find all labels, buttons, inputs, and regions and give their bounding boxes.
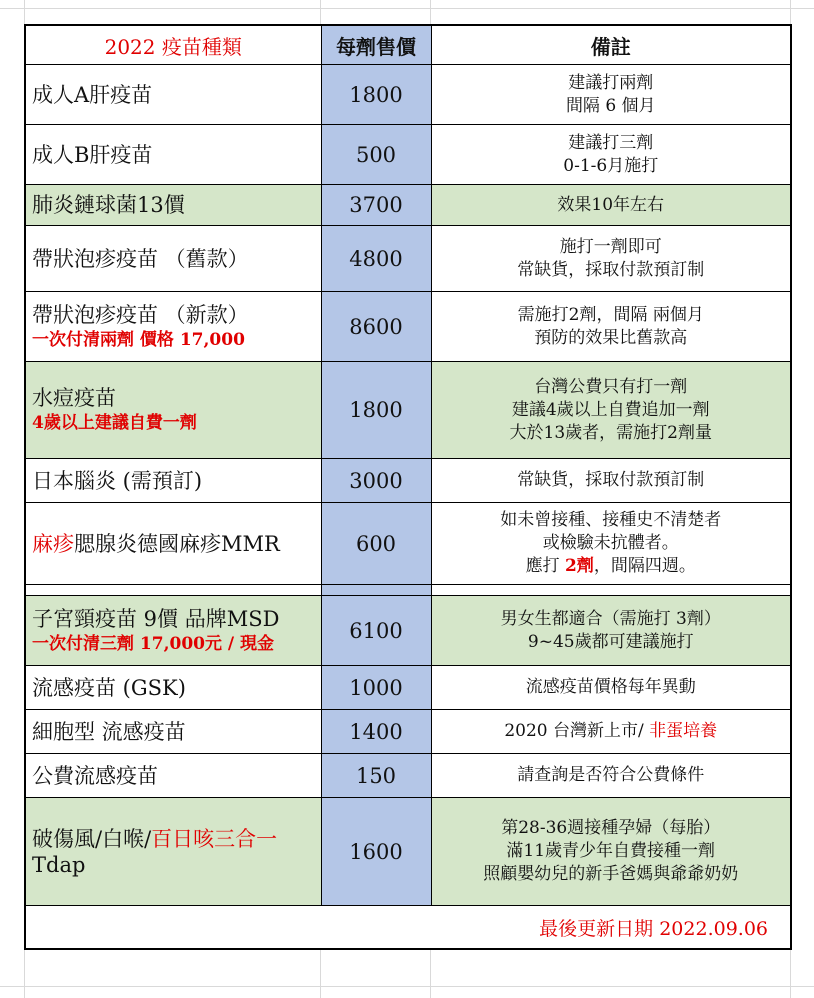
vaccine-note[interactable] xyxy=(431,754,791,798)
vaccine-sub-note: 一次付清三劑 17,000元 / 現金 xyxy=(32,633,275,654)
note-line: 或檢驗未抗體者。 xyxy=(542,533,679,553)
note-line: 9~45歲都可建議施打 xyxy=(527,631,694,652)
vaccine-note[interactable] xyxy=(431,185,791,226)
vaccine-name[interactable] xyxy=(25,362,321,459)
vaccine-price[interactable]: 1600 xyxy=(321,798,431,906)
note-line: 請查詢是否符合公費條件 xyxy=(517,765,705,785)
vaccine-price[interactable]: 4800 xyxy=(321,226,431,292)
note-line: 常缺貨，採取付款預訂制 xyxy=(517,470,705,490)
note-text: 2020 台灣新上市/ xyxy=(504,721,650,741)
vaccine-name[interactable] xyxy=(25,798,321,906)
vaccine-name-text: 腮腺炎德國麻疹MMR xyxy=(74,531,280,556)
vaccine-price[interactable]: 6100 xyxy=(321,596,431,666)
vaccine-note[interactable] xyxy=(431,798,791,906)
table-row xyxy=(25,226,791,292)
note-line: 建議4歲以上自費追加一劑 xyxy=(511,399,710,420)
note-line: 0-1-6月施打 xyxy=(563,155,659,176)
note-line: 建議打兩劑 xyxy=(568,72,654,93)
vaccine-note[interactable] xyxy=(431,125,791,185)
header-price[interactable]: 每劑售價 xyxy=(321,25,431,65)
vaccine-note[interactable] xyxy=(431,459,791,503)
vaccine-name[interactable] xyxy=(25,292,321,362)
note-line: 效果10年左右 xyxy=(557,194,665,215)
vaccine-name-text: 水痘疫苗 xyxy=(32,386,116,410)
vaccine-name-text: 帶狀泡疹疫苗 （新款） xyxy=(32,302,249,327)
vaccine-price-table xyxy=(24,24,792,950)
note-line: 台灣公費只有打一劑 xyxy=(534,376,688,397)
last-updated[interactable] xyxy=(25,906,791,950)
footer-row xyxy=(25,906,791,950)
vaccine-name[interactable]: 細胞型 流感疫苗 xyxy=(25,710,321,754)
vaccine-name[interactable]: 流感疫苗 (GSK) xyxy=(25,666,321,710)
vaccine-sub-note: 4歲以上建議自費一劑 xyxy=(32,413,197,433)
note-line: 施打一劑即可 xyxy=(559,236,662,257)
vaccine-price[interactable]: 3000 xyxy=(321,459,431,503)
table-row xyxy=(25,666,791,710)
table-row xyxy=(25,185,791,226)
table-row xyxy=(25,125,791,185)
last-updated-text: 最後更新日期 2022.09.06 xyxy=(539,917,768,940)
header-row xyxy=(25,25,791,65)
header-vaccine-type[interactable]: 2022 疫苗種類 xyxy=(25,25,321,65)
vaccine-price[interactable]: 600 xyxy=(321,503,431,585)
table-row xyxy=(25,292,791,362)
vaccine-note[interactable] xyxy=(431,596,791,666)
spacer-row xyxy=(25,585,791,596)
note-line xyxy=(432,555,791,578)
vaccine-name-highlight: 麻疹 xyxy=(32,531,74,556)
vaccine-price[interactable]: 1800 xyxy=(321,362,431,459)
note-line: 流感疫苗價格每年異動 xyxy=(525,677,696,697)
vaccine-price[interactable]: 500 xyxy=(321,125,431,185)
vaccine-price[interactable]: 8600 xyxy=(321,292,431,362)
vaccine-note[interactable] xyxy=(431,666,791,710)
spacer-cell xyxy=(431,585,791,596)
vaccine-name[interactable]: 公費流感疫苗 xyxy=(25,754,321,798)
note-line: 建議打三劑 xyxy=(568,132,654,153)
note-text: ，間隔四週。 xyxy=(593,556,696,576)
vaccine-price[interactable]: 1400 xyxy=(321,710,431,754)
note-line: 第28-36週接種孕婦（每胎） xyxy=(501,818,721,838)
table-row xyxy=(25,754,791,798)
vaccine-sub-note: 一次付清兩劑 價格 17,000 xyxy=(32,329,245,350)
vaccine-price[interactable]: 3700 xyxy=(321,185,431,226)
vaccine-note[interactable] xyxy=(431,503,791,585)
vaccine-name-text: 子宮頸疫苗 9價 品牌MSD xyxy=(32,606,280,631)
table-row xyxy=(25,798,791,906)
vaccine-note[interactable] xyxy=(431,65,791,125)
vaccine-name[interactable]: 成人B肝疫苗 xyxy=(25,125,321,185)
note-line: 大於13歲者，需施打2劑量 xyxy=(509,422,712,443)
table-row xyxy=(25,503,791,585)
note-line: 男女生都適合（需施打 3劑） xyxy=(500,608,721,629)
vaccine-note[interactable] xyxy=(431,226,791,292)
vaccine-name-text: Tdap xyxy=(32,852,86,877)
note-line: 間隔 6 個月 xyxy=(565,95,656,116)
vaccine-name[interactable]: 肺炎鏈球菌13價 xyxy=(25,185,321,226)
vaccine-name-highlight: 百日咳三合一 xyxy=(151,826,278,851)
vaccine-price[interactable]: 1000 xyxy=(321,666,431,710)
vaccine-name-text: 破傷風/白喉/ xyxy=(32,826,152,851)
header-note[interactable]: 備註 xyxy=(431,25,791,65)
vaccine-note[interactable] xyxy=(431,292,791,362)
table-row xyxy=(25,459,791,503)
table-row xyxy=(25,362,791,459)
vaccine-price[interactable]: 1800 xyxy=(321,65,431,125)
vaccine-name[interactable] xyxy=(25,503,321,585)
spacer-cell xyxy=(25,585,321,596)
vaccine-note[interactable] xyxy=(431,710,791,754)
table-row xyxy=(25,596,791,666)
note-line: 照顧嬰幼兒的新手爸媽與爺爺奶奶 xyxy=(483,864,739,884)
vaccine-price[interactable]: 150 xyxy=(321,754,431,798)
note-line: 滿11歲青少年自費接種一劑 xyxy=(506,841,716,861)
vaccine-name[interactable]: 成人A肝疫苗 xyxy=(25,65,321,125)
note-line: 常缺貨，採取付款預訂制 xyxy=(517,259,705,280)
vaccine-note[interactable] xyxy=(431,362,791,459)
vaccine-name[interactable]: 日本腦炎 (需預訂) xyxy=(25,459,321,503)
table-row xyxy=(25,710,791,754)
table-row xyxy=(25,65,791,125)
note-highlight: 2劑 xyxy=(565,556,594,576)
note-line: 如未曾接種、接種史不清楚者 xyxy=(500,510,722,530)
vaccine-name[interactable] xyxy=(25,596,321,666)
note-line: 需施打2劑，間隔 兩個月 xyxy=(517,304,704,325)
vaccine-name[interactable]: 帶狀泡疹疫苗 （舊款） xyxy=(25,226,321,292)
note-line: 預防的效果比舊款高 xyxy=(534,327,688,348)
note-highlight: 非蛋培養 xyxy=(649,721,718,741)
note-text: 應打 xyxy=(525,556,566,576)
spacer-cell xyxy=(321,585,431,596)
